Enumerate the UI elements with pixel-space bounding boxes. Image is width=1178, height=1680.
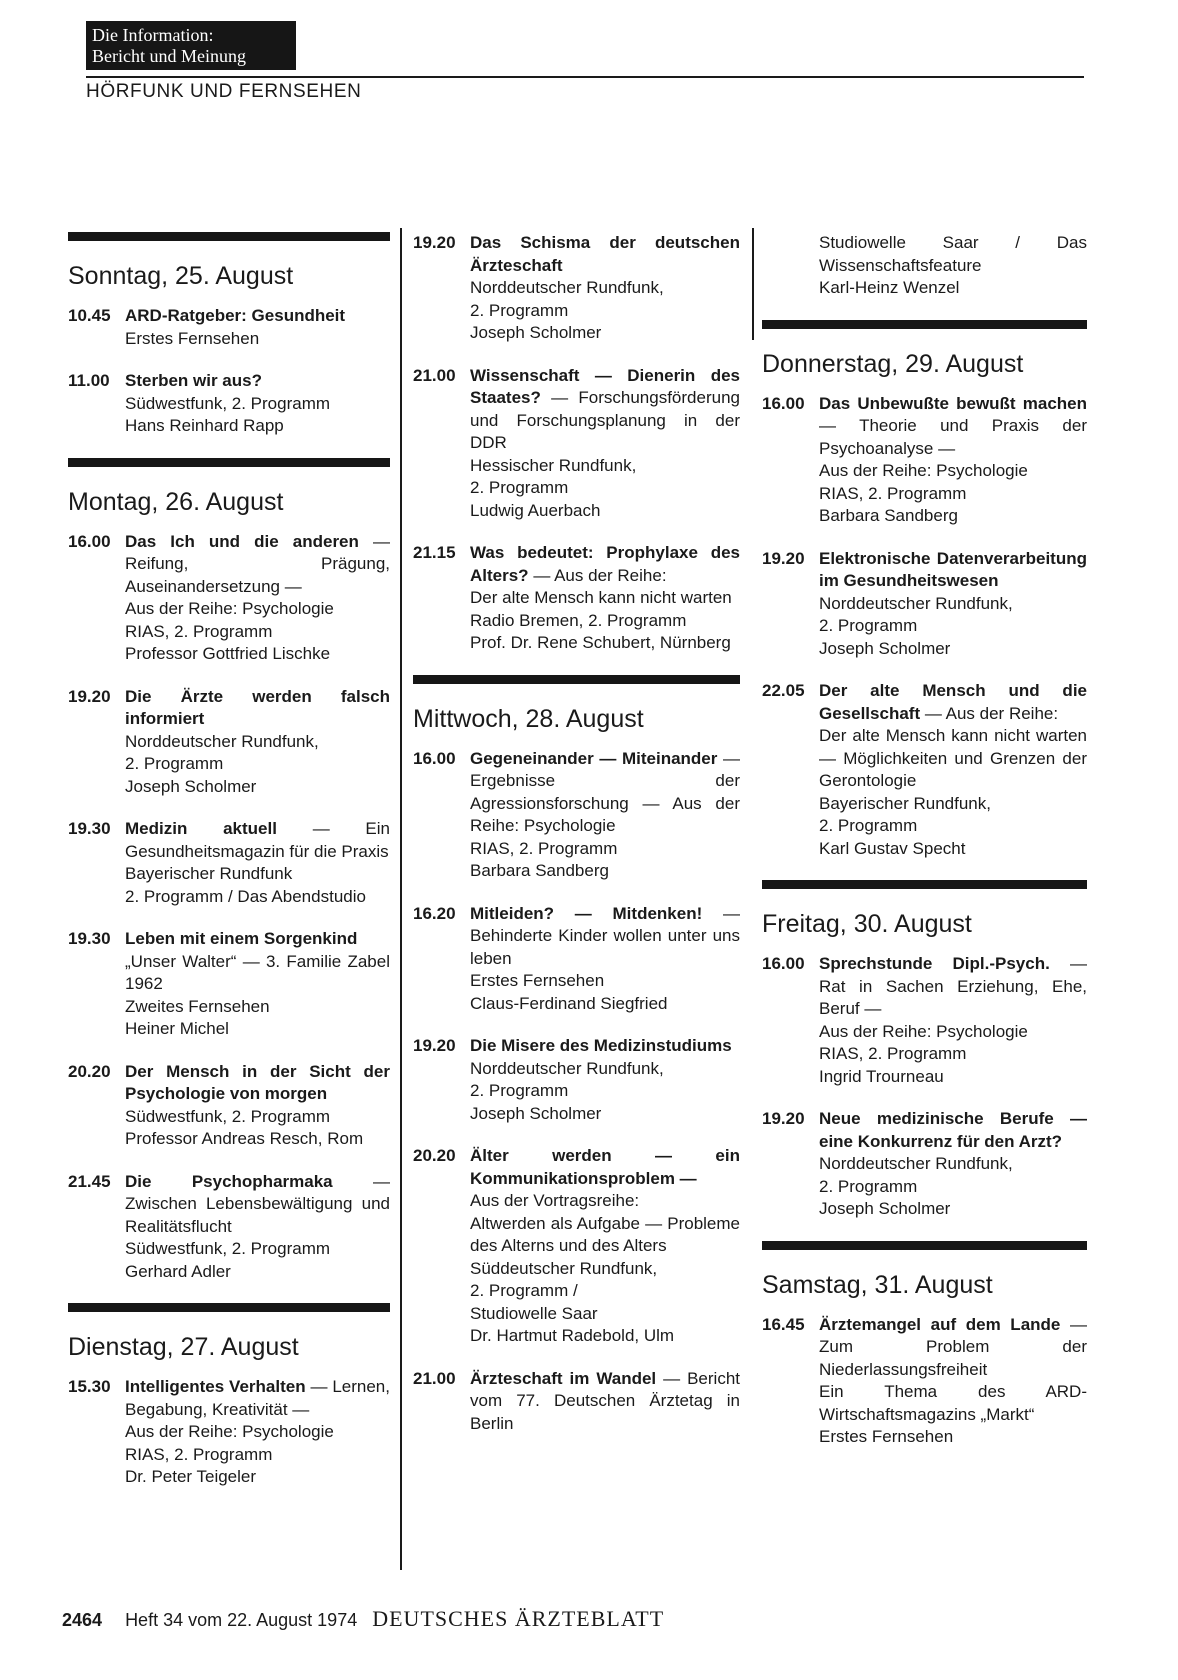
entry-detail: Karl Gustav Specht <box>819 838 966 858</box>
entry-detail: Erstes Fernsehen <box>470 971 605 990</box>
entry-time: 19.20 <box>68 686 111 706</box>
entry-body <box>125 370 390 438</box>
day-section <box>762 880 1087 1221</box>
entry-detail: Claus-Ferdinand Siegfried <box>470 993 668 1013</box>
entry-title: Die Misere des Medizinstudiums <box>470 1036 732 1055</box>
programme-entry <box>413 903 740 1016</box>
programme-entry <box>413 1368 740 1436</box>
day-heading: Sonntag, 25. August <box>68 262 294 290</box>
day-heading: Samstag, 31. August <box>762 1270 993 1299</box>
day-divider-bar <box>68 232 390 241</box>
entry-time: 21.00 <box>413 1368 456 1388</box>
entry-detail: Aus der Reihe: Psychologie <box>819 1021 1028 1041</box>
entry-detail: Norddeutscher Rundfunk, <box>819 593 1013 613</box>
day-section <box>68 1303 390 1489</box>
programme-entry <box>68 928 390 1041</box>
entry-detail: Erstes Fernsehen <box>125 328 260 348</box>
entry-title: Ärztemangel auf dem Lande <box>819 1314 1061 1334</box>
entry-time <box>762 232 819 300</box>
column-1 <box>68 232 390 1509</box>
entry-detail: Ein Thema des ARD-Wirtschaftsmagazins „Markt“ <box>819 1382 1087 1424</box>
entry-detail: 2. Programm <box>470 1081 569 1100</box>
entry-body <box>470 1368 740 1436</box>
programme-entry <box>68 818 390 908</box>
entry-detail: Aus der Reihe: Psychologie <box>125 1422 334 1441</box>
entry-detail: Der alte Mensch kann nicht warten — Möglichkeiten und Grenzen der Gerontologie <box>819 726 1087 790</box>
entry-time: 21.15 <box>413 543 456 562</box>
entry-body <box>125 686 390 799</box>
entry-time: 16.00 <box>413 748 456 768</box>
column-divider <box>400 228 402 1570</box>
entry-title: Sterben wir aus? <box>125 371 262 390</box>
entry-body <box>470 542 740 655</box>
day-heading: Mittwoch, 28. August <box>413 704 644 733</box>
entry-body <box>470 365 740 523</box>
entry-time: 19.30 <box>68 929 111 948</box>
entry-time: 16.00 <box>762 954 805 973</box>
entry-title: Intelligentes Verhalten <box>125 1377 306 1396</box>
entry-detail: Norddeutscher Rundfunk, <box>819 1154 1013 1173</box>
entry-body <box>470 1035 740 1125</box>
entry-body <box>125 1171 390 1284</box>
entry-body <box>819 953 1087 1088</box>
entry-detail: „Unser Walter“ — 3. Familie Zabel 1962 <box>125 951 390 993</box>
entry-time: 16.45 <box>762 1314 805 1334</box>
entry-detail: 2. Programm <box>819 816 918 835</box>
entry-detail: RIAS, 2. Programm <box>470 838 618 858</box>
entry-detail: Joseph Scholmer <box>125 776 257 796</box>
entry-detail: — Zum Problem der Niederlassungsfreiheit <box>819 1314 1087 1379</box>
journal-name: DEUTSCHES ÄRZTEBLATT <box>372 1606 665 1631</box>
entry-detail: Dr. Peter Teigeler <box>125 1467 257 1486</box>
entry-detail: Barbara Sandberg <box>470 861 609 880</box>
entry-body <box>125 531 390 666</box>
entry-time: 16.20 <box>413 903 456 923</box>
entry-title: Das Schisma der deutschen Ärzteschaft <box>470 233 740 275</box>
entry-detail: Professor Andreas Resch, Rom <box>125 1129 364 1148</box>
entry-title: Medizin aktuell <box>125 819 277 838</box>
day-divider-bar <box>762 880 1087 889</box>
entry-detail: Norddeutscher Rundfunk, <box>125 731 319 751</box>
entry-time: 16.00 <box>762 393 805 413</box>
programme-entry <box>762 953 1087 1088</box>
entry-detail: Professor Gottfried Lischke <box>125 644 331 663</box>
entry-title: Mitleiden? — Mitdenken! <box>470 903 703 923</box>
entry-detail: — Bericht vom 77. Deutschen Ärztetag in Berlin <box>470 1368 740 1433</box>
entry-detail: Studiowelle Saar / Das Wissenschaftsfeature <box>819 233 1087 275</box>
entry-detail: Heiner Michel <box>125 1019 229 1038</box>
entry-time: 21.45 <box>68 1171 111 1191</box>
entry-detail: Karl-Heinz Wenzel <box>819 278 960 297</box>
programme-entry <box>68 686 390 799</box>
programme-entry <box>68 1061 390 1151</box>
entry-detail: Südwestfunk, 2. Programm <box>125 393 331 413</box>
entry-detail: Radio Bremen, 2. Programm <box>470 610 687 630</box>
entry-detail: Joseph Scholmer <box>819 1199 951 1218</box>
entry-detail: Joseph Scholmer <box>470 323 602 342</box>
page-number: 2464 <box>62 1610 103 1630</box>
entry-detail: Bayerischer Rundfunk <box>125 864 293 883</box>
entry-detail: Prof. Dr. Rene Schubert, Nürnberg <box>470 633 731 652</box>
programme-entry <box>762 1108 1087 1221</box>
entry-body <box>125 1061 390 1151</box>
programme-entry <box>413 1035 740 1125</box>
entry-body <box>819 680 1087 860</box>
day-divider-bar <box>762 1241 1087 1250</box>
entry-title: Die Psychopharmaka <box>125 1171 333 1191</box>
column-2 <box>413 232 740 1455</box>
column-3 <box>762 232 1087 1469</box>
entry-detail: Joseph Scholmer <box>819 638 951 658</box>
entry-detail: — Zwischen Lebensbewältigung und Realitätsflucht <box>125 1171 390 1236</box>
entry-detail: Südwestfunk, 2. Programm <box>125 1106 331 1126</box>
entry-detail: Norddeutscher Rundfunk, <box>470 278 664 297</box>
entry-time: 20.20 <box>413 1146 456 1165</box>
entry-body <box>125 928 390 1041</box>
programme-entry <box>762 548 1087 661</box>
entry-time: 19.20 <box>762 548 805 568</box>
section-label: HÖRFUNK UND FERNSEHEN <box>86 81 362 102</box>
entry-detail: — Reifung, Prägung, Auseinandersetzung — <box>125 531 390 596</box>
day-heading: Dienstag, 27. August <box>68 1333 299 1361</box>
entry-title: ARD-Ratgeber: Gesundheit <box>125 306 346 325</box>
entry-detail: Gerhard Adler <box>125 1261 231 1281</box>
entry-detail: Studiowelle Saar <box>470 1303 598 1323</box>
entry-title: Sprechstunde Dipl.-Psych. <box>819 954 1050 973</box>
programme-entry <box>68 1376 390 1489</box>
programme-entry <box>762 393 1087 528</box>
day-heading: Donnerstag, 29. August <box>762 349 1024 378</box>
entry-detail: 2. Programm <box>819 1176 918 1196</box>
entry-detail: RIAS, 2. Programm <box>819 1044 967 1063</box>
programme-entry <box>413 232 740 345</box>
entry-body <box>819 1314 1087 1449</box>
entry-detail: Ludwig Auerbach <box>470 500 601 520</box>
entry-title: Neue medizinische Berufe — eine Konkurrenz für den Arzt? <box>819 1109 1087 1151</box>
entry-detail: 2. Programm <box>125 754 224 773</box>
programme-entry <box>413 748 740 883</box>
entry-detail: Erstes Fernsehen <box>819 1427 954 1446</box>
programme-entry <box>68 1171 390 1284</box>
entry-detail: Bayerischer Rundfunk, <box>819 793 991 813</box>
entry-detail: — Aus der Reihe: <box>924 703 1059 723</box>
entry-body <box>819 548 1087 661</box>
entry-time: 19.20 <box>413 233 456 252</box>
entry-title: Das Unbewußte bewußt machen <box>819 393 1087 413</box>
day-section <box>413 675 740 1436</box>
entry-detail: Süddeutscher Rundfunk, <box>470 1258 658 1278</box>
entry-detail: Joseph Scholmer <box>470 1103 602 1123</box>
entry-body <box>470 748 740 883</box>
programme-entry <box>413 1145 740 1348</box>
programme-entry <box>68 531 390 666</box>
programme-entry <box>762 232 1087 300</box>
entry-detail: — Theorie und Praxis der Psychoanalyse — <box>819 416 1087 458</box>
entry-detail: — Ergebnisse der Agressionsforschung — Aus der Reihe: Psychologie <box>470 748 740 835</box>
entry-detail: Norddeutscher Rundfunk, <box>470 1058 664 1078</box>
entry-detail: — Ein Gesundheitsmagazin für die Praxis <box>125 819 390 861</box>
entry-detail: RIAS, 2. Programm <box>125 621 273 641</box>
entry-title: Ärzteschaft im Wandel <box>470 1368 657 1388</box>
entry-time: 21.00 <box>413 365 456 385</box>
entry-detail: Hessischer Rundfunk, <box>470 455 637 475</box>
entry-time: 20.20 <box>68 1061 111 1081</box>
entry-body <box>125 1376 390 1489</box>
entry-detail: Zweites Fernsehen <box>125 996 270 1016</box>
header-badge-line1: Die Information: <box>92 25 214 45</box>
day-divider-bar <box>68 1303 390 1312</box>
entry-time: 19.20 <box>413 1036 456 1055</box>
day-divider-bar <box>413 675 740 684</box>
entry-detail: Altwerden als Aufgabe — Probleme des Alterns und des Alters <box>470 1213 740 1255</box>
entry-detail: Aus der Reihe: Psychologie <box>125 599 334 618</box>
entry-detail: — Forschungsförderung und Forschungsplanung in der DDR <box>470 388 740 452</box>
entry-detail: Der alte Mensch kann nicht warten <box>470 588 732 607</box>
entry-detail: — Aus der Reihe: <box>533 565 667 585</box>
entry-detail: RIAS, 2. Programm <box>125 1444 273 1464</box>
entry-title: Älter werden — ein Kommunikationsproblem — <box>470 1146 740 1188</box>
programme-entry <box>68 370 390 438</box>
entry-title: Gegeneinander — Miteinander <box>470 748 718 768</box>
entry-detail: — Rat in Sachen Erziehung, Ehe, Beruf — <box>819 954 1087 1018</box>
column-divider <box>752 228 754 340</box>
header-rule <box>86 76 1084 78</box>
entry-body <box>125 305 390 350</box>
day-divider-bar <box>68 458 390 467</box>
entry-detail: — Lernen, Begabung, Kreativität — <box>125 1377 390 1419</box>
footer <box>62 1606 664 1632</box>
programme-entry <box>762 1314 1087 1449</box>
entry-title: Elektronische Datenverarbeitung im Gesundheitswesen <box>819 548 1087 590</box>
entry-detail: 2. Programm <box>819 616 918 635</box>
header-badge-line2: Bericht und Meinung <box>92 46 246 66</box>
entry-title: Leben mit einem Sorgenkind <box>125 929 358 948</box>
day-heading: Montag, 26. August <box>68 487 284 516</box>
entry-detail: 2. Programm / <box>470 1281 578 1300</box>
entry-body <box>819 393 1087 528</box>
programme-entry <box>413 542 740 655</box>
entry-detail: 2. Programm <box>470 478 569 497</box>
entry-detail: Dr. Hartmut Radebold, Ulm <box>470 1326 675 1345</box>
entry-time: 22.05 <box>762 681 805 700</box>
entry-time: 19.20 <box>762 1109 805 1128</box>
entry-detail: Ingrid Trourneau <box>819 1066 944 1086</box>
day-section <box>762 1241 1087 1449</box>
entry-time: 16.00 <box>68 531 111 551</box>
day-section <box>68 232 390 438</box>
programme-entry <box>68 305 390 350</box>
entry-title: Wissenschaft — Dienerin des Staates? <box>470 365 740 407</box>
day-section <box>68 458 390 1284</box>
entry-body <box>470 903 740 1016</box>
entry-body <box>819 1108 1087 1221</box>
issue-info: Heft 34 vom 22. August 1974 <box>125 1610 358 1630</box>
entry-title: Das Ich und die anderen <box>125 531 359 551</box>
entry-body <box>470 1145 740 1348</box>
day-divider-bar <box>762 320 1087 329</box>
header-badge <box>86 21 296 70</box>
entry-title: Die Ärzte werden falsch informiert <box>125 686 390 728</box>
entry-time: 19.30 <box>68 819 111 838</box>
entry-body <box>819 232 1087 300</box>
entry-body <box>125 818 390 908</box>
programme-entry <box>413 365 740 523</box>
entry-title: Was bedeutet: Prophylaxe des Alters? <box>470 543 740 585</box>
entry-detail: 2. Programm <box>470 300 569 320</box>
entry-time: 15.30 <box>68 1377 111 1396</box>
entry-detail: RIAS, 2. Programm <box>819 483 967 503</box>
entry-detail: — Behinderte Kinder wollen unter uns leben <box>470 903 740 968</box>
entry-detail: Südwestfunk, 2. Programm <box>125 1239 331 1258</box>
entry-body <box>470 232 740 345</box>
day-section <box>762 320 1087 861</box>
entry-detail: Aus der Reihe: Psychologie <box>819 461 1028 480</box>
entry-detail: Aus der Vortragsreihe: <box>470 1191 640 1210</box>
entry-time: 10.45 <box>68 306 111 325</box>
entry-time: 11.00 <box>68 371 110 390</box>
day-heading: Freitag, 30. August <box>762 910 972 938</box>
entry-detail: Hans Reinhard Rapp <box>125 416 284 435</box>
entry-detail: 2. Programm / Das Abendstudio <box>125 886 366 906</box>
entry-detail: Barbara Sandberg <box>819 506 958 525</box>
programme-entry <box>762 680 1087 860</box>
entry-title: Der Mensch in der Sicht der Psychologie von morgen <box>125 1061 390 1103</box>
entry-title: Der alte Mensch und die Gesellschaft <box>819 681 1087 723</box>
